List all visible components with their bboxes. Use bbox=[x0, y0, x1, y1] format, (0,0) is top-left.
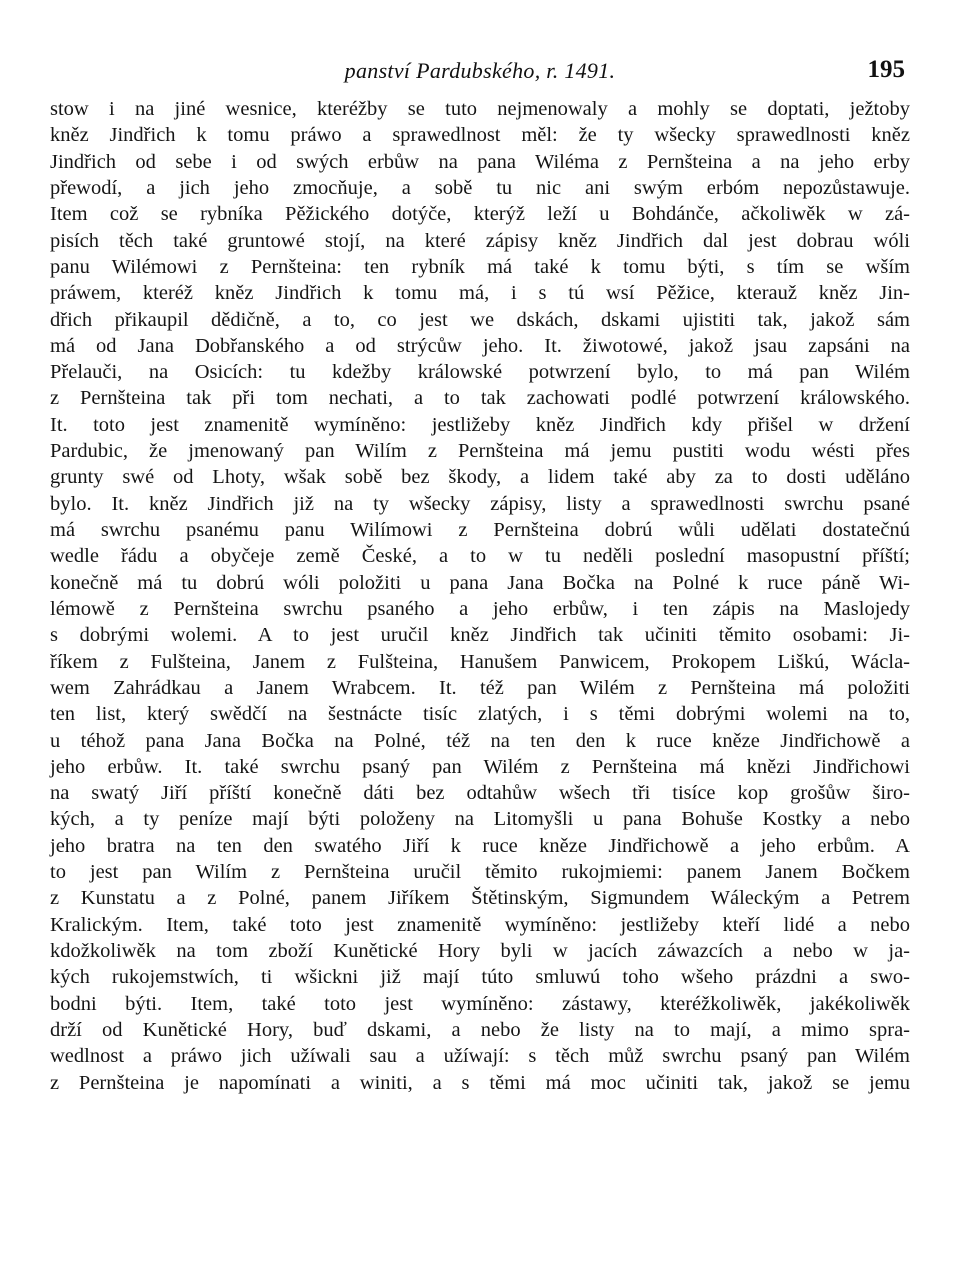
text-line: má swrchu psanému panu Wilímowi z Pernšteina dobrú wůli udělati dostatečnú bbox=[50, 519, 910, 541]
page-header bbox=[0, 58, 960, 98]
text-line: ten list, který swědčí na šestnácte tisíc zlatých, i s těmi dobrými wolemi na to, bbox=[50, 703, 910, 726]
text-line: u téhož pana Jana Bočka na Polné, též na ten den k ruce kněze Jindřichowě a bbox=[50, 729, 910, 752]
text-line: konečně má tu dobrú wóli položiti u pana Jana Bočka na Polné k ruce páně Wi- bbox=[50, 571, 910, 594]
text-line: grunty swé od Lhoty, wšak sobě bez škody, a lidem také aby za to dosti uděláno bbox=[50, 466, 910, 489]
text-line: Jindřich od sebe i od swých erbůw na pana Wiléma z Pernšteina a na jeho erby bbox=[50, 150, 910, 173]
page-number: 195 bbox=[867, 56, 905, 83]
text-line: z Pernšteina tak při tom nechati, a to tak zachowati podlé potwrzení králowského. bbox=[50, 387, 910, 410]
text-line: Pardubic, že jmenowaný pan Wilím z Pernšteina má jemu pustiti wodu wésti přes bbox=[50, 440, 910, 463]
text-line: jeho erbůw. It. také swrchu psaný pan Wilém z Pernšteina má knězi Jindřichowi bbox=[50, 755, 910, 778]
text-line: Item což se rybníka Pěžického dotýče, kterýž leží u Bohdánče, ačkoliwěk w zá- bbox=[50, 203, 910, 226]
text-line: kých, a ty peníze mají býti položeny na Litomyšli u pana Bohuše Kostky a nebo bbox=[50, 808, 910, 831]
text-line: wedle řádu a obyčeje země České, a to w tu neděli poslední masopustní příští; bbox=[50, 545, 910, 568]
text-line: z Kunstatu a z Polné, panem Jiříkem Štětinským, Sigmundem Wáleckým a Petrem bbox=[50, 887, 910, 910]
text-line: kdožkoliwěk na tom zboží Kunětické Hory byli w jacích záwazcích a nebo w ja- bbox=[50, 940, 910, 962]
text-line: It. toto jest znamenitě wymíněno: jestližeby kněz Jindřich kdy přišel w držení bbox=[50, 413, 910, 436]
text-line: říkem z Fulšteina, Janem z Fulšteina, Hanušem Panwicem, Prokopem Liškú, Wácla- bbox=[50, 650, 910, 673]
text-line: to jest pan Wilím z Pernšteina uručil těmito rukojmiemi: panem Janem Bočkem bbox=[50, 861, 910, 884]
text-line: z Pernšteina je napomínati a winiti, a s těmi má moc učiniti tak, jakož se jemu bbox=[50, 1071, 910, 1094]
text-line: dřich přikaupil dědičně, a to, co jest we dskách, dskami ujistiti tak, jakož sám bbox=[50, 308, 910, 331]
running-title: panství Pardubského, r. 1491. bbox=[344, 58, 616, 83]
text-line: panu Wilémowi z Pernšteina: ten rybník má také k tomu býti, s tím se wším bbox=[50, 255, 910, 278]
text-line: Kralickým. Item, také toto jest znamenitě wymíněno: jestližeby kteří lidé a nebo bbox=[50, 913, 910, 936]
text-line: wem Zahrádkau a Janem Wrabcem. It. též pan Wilém z Pernšteina má položiti bbox=[50, 676, 910, 699]
text-line: drží od Kunětické Hory, buď dskami, a nebo že listy na to mají, a mimo spra- bbox=[50, 1018, 910, 1041]
text-line: wedlnost a práwo jich užíwali sau a užíwají: s těch můž swrchu psaný pan Wilém bbox=[50, 1045, 910, 1068]
text-line: na swatý Jiří příští konečně dáti bez odtahůw wšech tři tisíce kop grošůw širo- bbox=[50, 782, 910, 805]
text-line: jeho bratra na ten den swatého Jiří k ruce kněze Jindřichowě a jeho erbům. A bbox=[50, 834, 910, 857]
text-line: bylo. It. kněz Jindřich již na ty wšecky zápisy, listy a sprawedlnosti swrchu psané bbox=[50, 492, 910, 515]
text-line: pisích těch také gruntowé stojí, na které zápisy kněz Jindřich dal jest dobrau wóli bbox=[50, 229, 910, 252]
text-line: kněz Jindřich k tomu práwo a sprawedlnost měl: že ty wšecky sprawedlnosti kněz bbox=[50, 124, 910, 147]
text-line: práwem, kteréž kněz Jindřich k tomu má, i s tú wsí Pěžice, kterauž kněz Jin- bbox=[50, 282, 910, 305]
body-text bbox=[50, 96, 910, 1096]
text-line: Přelauči, na Osicích: tu kdežby králowské potwrzení bylo, to má pan Wilém bbox=[50, 361, 910, 384]
text-line: kých rukojemstwích, ti wšickni již mají túto smluwú toho wšeho prázdni a swo- bbox=[50, 966, 910, 989]
text-line: přewodí, a jich jeho zmocňuje, a sobě tu nic ani swým erbóm nepozůstawuje. bbox=[50, 176, 910, 199]
text-line: bodni býti. Item, také toto jest wymíněno: zástawy, kteréžkoliwěk, jakékoliwěk bbox=[50, 992, 910, 1015]
text-line: lémowě z Pernšteina swrchu psaného a jeho erbůw, i ten zápis na Maslojedy bbox=[50, 597, 910, 620]
text-line: má od Jana Dobřanského a od strýcůw jeho. It. žiwotowé, jakož jsau zapsáni na bbox=[50, 334, 910, 357]
text-line: s dobrými wolemi. A to jest uručil kněz Jindřich tak učiniti těmito osobami: Ji- bbox=[50, 624, 910, 647]
text-line: stow i na jiné wesnice, kteréžby se tuto nejmenowaly a mohly se doptati, ježtoby bbox=[50, 98, 910, 120]
